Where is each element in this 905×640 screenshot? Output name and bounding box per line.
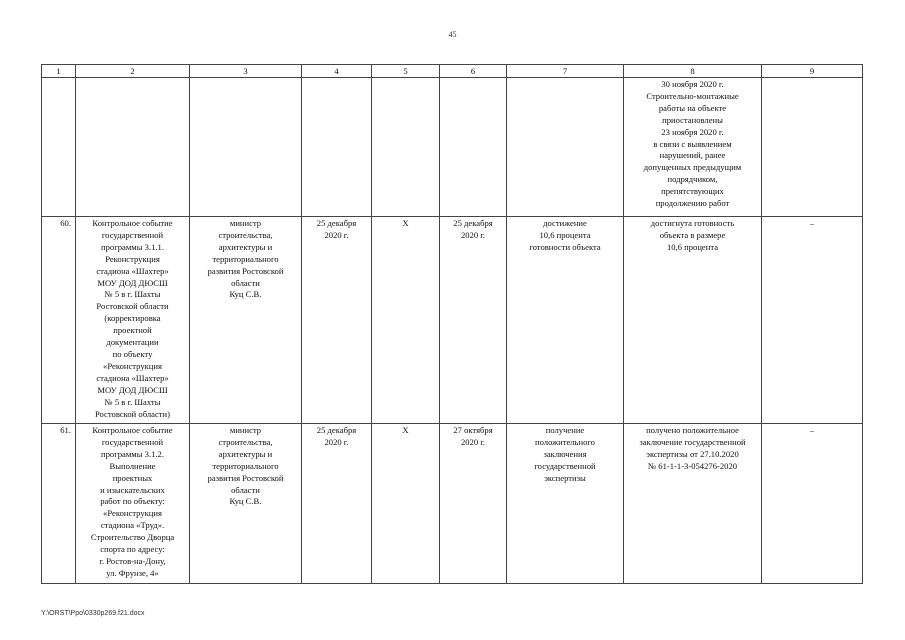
cell-line: нарушений, ранее: [659, 150, 726, 161]
cell-line: 25 декабря: [316, 425, 357, 435]
cell-line: программы 3.1.1.: [101, 241, 164, 252]
cell-line: работ по объекту:: [100, 496, 165, 507]
cell-line: Строительно-монтажные: [646, 90, 739, 101]
cell-line: заключения: [543, 448, 587, 459]
empty-cell: [762, 78, 863, 217]
cell-line: получение: [545, 425, 585, 435]
cell-line: проектных: [112, 472, 153, 483]
cell-line: допущенных предыдущим: [643, 162, 742, 173]
cell-fact-date: [440, 217, 507, 424]
cell-line: положительного: [535, 436, 595, 447]
empty-cell: [302, 78, 372, 217]
cell-line: развития Ростовской: [207, 472, 284, 483]
cell-line: «Реконструкция: [103, 508, 162, 519]
empty-cell: [507, 78, 624, 217]
cell-line: № 5 в г. Шахты: [104, 289, 161, 300]
header-cell: 8: [624, 65, 762, 78]
cell-line: территориального: [212, 460, 279, 471]
cell-line: территориального: [212, 253, 279, 264]
cell-line: 2020 г.: [324, 229, 349, 240]
cell-col5: Х: [372, 424, 440, 584]
cell-line: экспертизы от 27.10.2020: [646, 448, 739, 459]
cell-line: г. Ростов-на-Дону,: [99, 555, 166, 566]
cell-line: препятствующих: [661, 186, 724, 197]
empty-cell: [372, 78, 440, 217]
cell-line: архитектуры и: [218, 448, 273, 459]
cell-plan-date: [302, 217, 372, 424]
cell-actual-result: [624, 217, 762, 424]
empty-cell: [440, 78, 507, 217]
header-cell: 9: [762, 65, 863, 78]
cell-line: спорта по адресу:: [100, 544, 165, 555]
cell-row-number: 60.: [42, 217, 76, 424]
cell-line: государственной: [534, 460, 596, 471]
header-cell: 7: [507, 65, 624, 78]
cell-row-number: 61.: [42, 424, 76, 584]
continuation-row: [42, 78, 863, 217]
cell-line: получено положительное: [646, 425, 739, 435]
cell-line: 27 октября: [453, 425, 493, 435]
cell-line: 2020 г.: [460, 229, 486, 240]
cell-line: МОУ ДОД ДЮСШ: [97, 277, 168, 288]
empty-cell: [190, 78, 302, 217]
header-cell: 2: [76, 65, 190, 78]
cell-line: 25 декабря: [316, 218, 357, 228]
cell-line: работы на объекте: [658, 102, 727, 113]
header-row: [42, 65, 863, 78]
empty-cell: [42, 78, 76, 217]
cell-line: строительства,: [218, 229, 273, 240]
cell-line: заключение государственной: [639, 436, 746, 447]
cell-actual-result: [624, 78, 762, 217]
table-row: [42, 217, 863, 424]
cell-planned-result: [507, 217, 624, 424]
cell-line: 2020 г.: [324, 436, 349, 447]
cell-line: 23 ноября 2020 г.: [661, 126, 724, 137]
cell-line: программы 3.1.2.: [101, 448, 164, 459]
cell-responsible: [190, 217, 302, 424]
cell-line: Куц С.В.: [229, 496, 262, 507]
header-cell: 6: [440, 65, 507, 78]
cell-col9: –: [762, 424, 863, 584]
cell-line: № 61-1-1-3-054276-2020: [647, 460, 738, 471]
cell-line: 10,6 процента: [666, 241, 719, 252]
cell-line: Выполнение: [109, 460, 156, 471]
cell-line: (корректировка: [104, 313, 161, 324]
cell-line: и изыскательских: [100, 484, 165, 495]
cell-line: МОУ ДОД ДЮСШ: [97, 384, 168, 395]
header-cell: 1: [42, 65, 76, 78]
cell-col5: Х: [372, 217, 440, 424]
cell-line: Строительство Дворца: [90, 532, 175, 543]
cell-line: достигнута готовность: [650, 218, 735, 228]
cell-line: государственной: [101, 229, 164, 240]
cell-planned-result: [507, 424, 624, 584]
cell-line: развития Ростовской: [207, 265, 284, 276]
cell-line: области: [231, 484, 260, 495]
cell-line: приостановлены: [662, 114, 723, 125]
cell-line: 2020 г.: [460, 436, 486, 447]
file-path-footer: Y:\ORST\Ppo\0330p269.f21.docx: [41, 610, 145, 617]
cell-line: государственной: [101, 436, 164, 447]
cell-line: проектной: [113, 325, 152, 336]
cell-line: 10,6 процента: [539, 229, 591, 240]
cell-line: по объекту: [112, 348, 153, 359]
cell-plan-date: [302, 424, 372, 584]
cell-line: ул. Фрунзе, 4»: [106, 567, 159, 578]
cell-line: министр: [229, 425, 262, 435]
cell-line: области: [231, 277, 260, 288]
empty-cell: [76, 78, 190, 217]
cell-fact-date: [440, 424, 507, 584]
cell-line: Куц С.В.: [229, 289, 262, 300]
cell-line: достижение: [543, 218, 587, 228]
report-table: [41, 64, 863, 584]
page-number: 45: [448, 30, 457, 39]
header-cell: 5: [372, 65, 440, 78]
cell-line: стадиона «Шахтер»: [96, 372, 169, 383]
cell-line: министр: [229, 218, 262, 228]
cell-line: объекта в размере: [659, 229, 726, 240]
cell-control-event: [76, 217, 190, 424]
table-row: [42, 424, 863, 584]
cell-line: № 5 в г. Шахты: [104, 396, 161, 407]
cell-control-event: [76, 424, 190, 584]
cell-line: подрядчиком,: [667, 174, 718, 185]
cell-line: в связи с выявлением: [653, 138, 732, 149]
cell-line: Контрольное событие: [92, 218, 173, 228]
cell-responsible: [190, 424, 302, 584]
header-cell: 4: [302, 65, 372, 78]
cell-actual-result: [624, 424, 762, 584]
cell-line: Ростовской области: [96, 301, 169, 312]
cell-line: стадиона «Труд».: [100, 520, 165, 531]
cell-line: Контрольное событие: [92, 425, 173, 435]
cell-line: архитектуры и: [218, 241, 273, 252]
cell-line: строительства,: [218, 436, 273, 447]
cell-line: 25 декабря: [453, 218, 493, 228]
cell-col9: –: [762, 217, 863, 424]
cell-line: Ростовской области): [94, 408, 171, 419]
cell-line: Реконструкция: [105, 253, 160, 264]
cell-line: «Реконструкция: [103, 360, 162, 371]
cell-line: экспертизы: [544, 472, 586, 483]
cell-line: готовности объекта: [529, 241, 601, 252]
header-cell: 3: [190, 65, 302, 78]
cell-line: продолжению работ: [655, 198, 730, 209]
cell-line: стадиона «Шахтер»: [96, 265, 169, 276]
cell-line: 30 ноября 2020 г.: [661, 79, 724, 89]
cell-line: документации: [106, 337, 159, 348]
